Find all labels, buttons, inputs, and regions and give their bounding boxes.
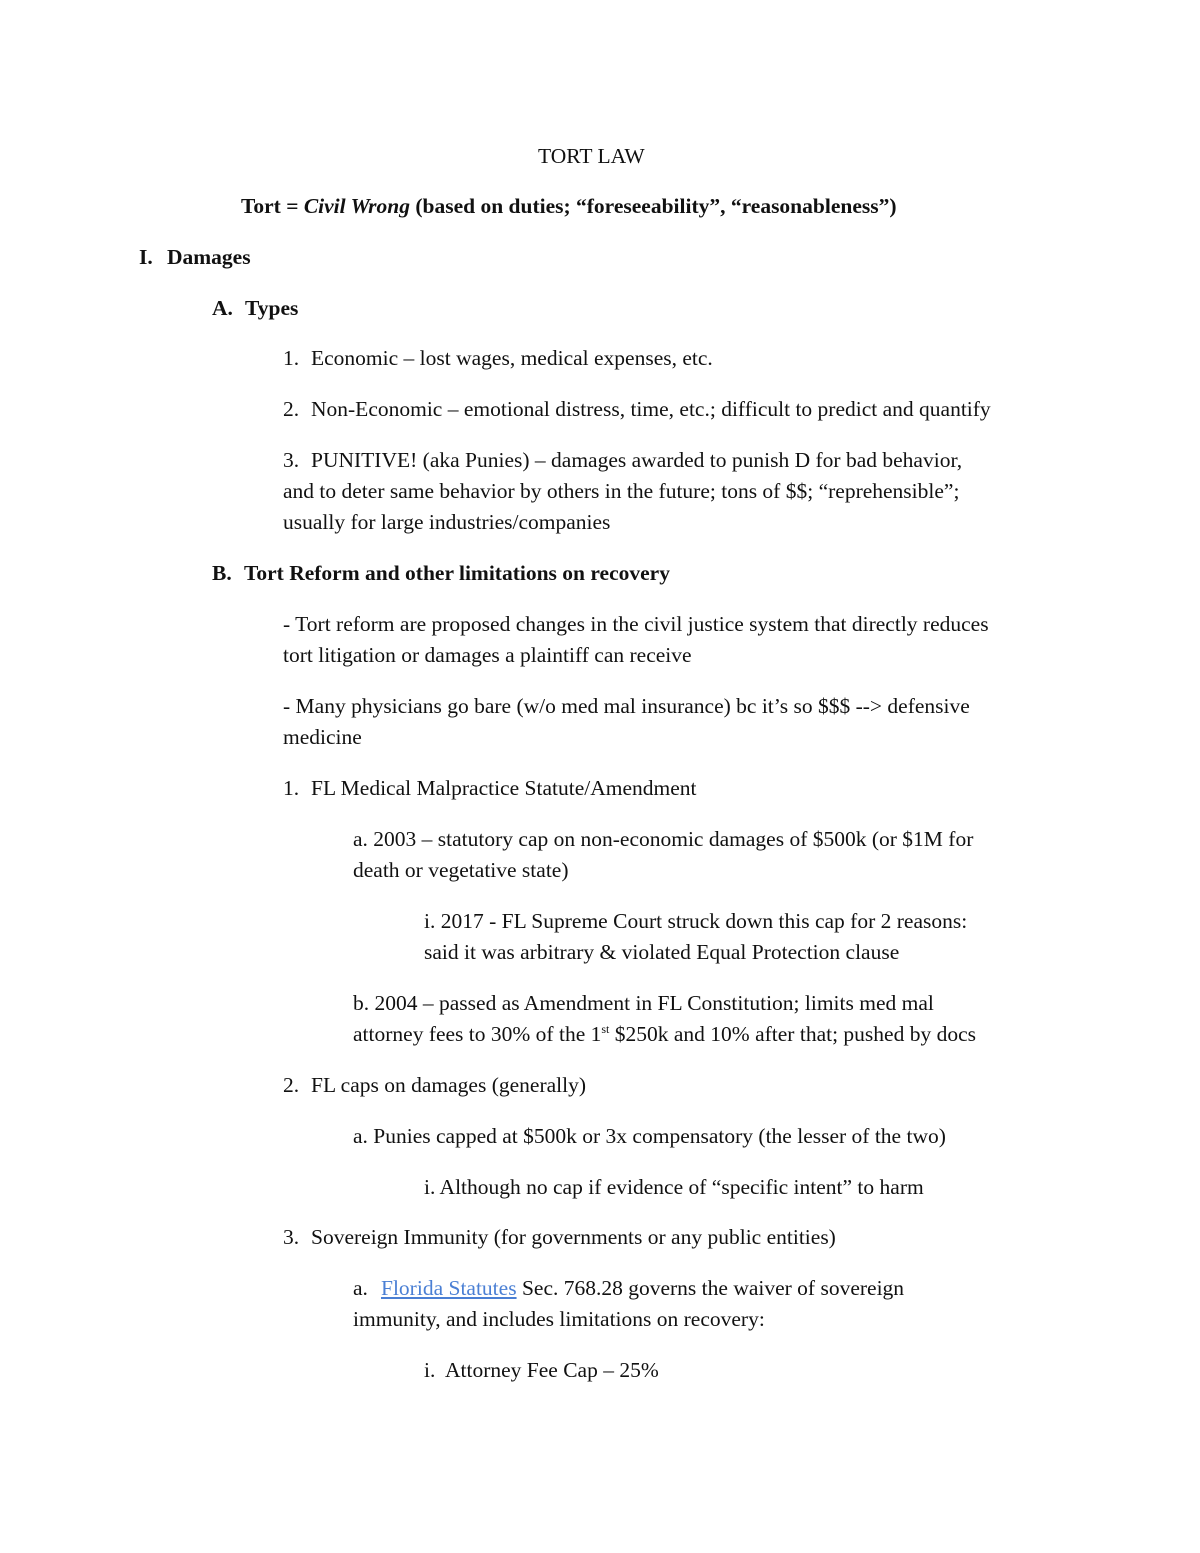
subsection-heading-types: [212, 293, 298, 324]
sub-item-text: Sec. 768.28 governs the waiver of sovereign: [516, 1276, 905, 1300]
tort-definition: [241, 191, 897, 222]
sub-sub-item-text: Attorney Fee Cap – 25%: [445, 1358, 659, 1382]
sub-item-florida-statutes-line2: immunity, and includes limitations on recovery:: [353, 1307, 765, 1331]
sub-sub-item-attorney-fee-cap: [424, 1355, 659, 1386]
sub-sub-item-numeral: i.: [424, 1358, 436, 1382]
sub-item-text: attorney fees to 30% of the 1: [353, 1022, 602, 1046]
ordinal-superscript: st: [601, 1021, 610, 1036]
definition-prefix: Tort =: [241, 194, 304, 218]
definition-term: Civil Wrong: [303, 194, 410, 218]
reform-paragraph-1-line2: tort litigation or damages a plaintiff can receive: [283, 643, 692, 667]
section-heading-damages: [139, 242, 251, 273]
sub-item-2003-line1: a. 2003 – statutory cap on non-economic damages of $500k (or $1M for: [353, 827, 974, 851]
list-item-punitive-line1: [283, 445, 962, 476]
list-item-non-economic: [283, 394, 991, 425]
list-item-fl-caps: [283, 1070, 586, 1101]
section-label: Damages: [167, 245, 251, 269]
list-number: 2.: [283, 1073, 300, 1097]
definition-suffix: (based on duties; “foreseeability”, “reasonableness”): [409, 194, 897, 218]
list-item-fl-med-mal: [283, 773, 697, 804]
document-title: TORT LAW: [538, 144, 645, 168]
subsection-label: Tort Reform and other limitations on recovery: [244, 561, 670, 585]
sub-item-florida-statutes-line1: [353, 1273, 904, 1304]
list-number: 1.: [283, 346, 300, 370]
list-item-text: Non-Economic – emotional distress, time, etc.; difficult to predict and quantify: [311, 397, 991, 421]
list-item-punitive-line3: usually for large industries/companies: [283, 510, 611, 534]
reform-paragraph-2-line2: medicine: [283, 725, 362, 749]
list-number: 3.: [283, 1225, 300, 1249]
list-number: 1.: [283, 776, 300, 800]
list-item-text: FL caps on damages (generally): [311, 1073, 587, 1097]
reform-paragraph-2-line1: - Many physicians go bare (w/o med mal insurance) bc it’s so $$$ --> defensive: [283, 694, 970, 718]
list-item-economic: [283, 343, 713, 374]
reform-paragraph-1-line1: - Tort reform are proposed changes in the civil justice system that directly reduces: [283, 612, 989, 636]
sub-item-letter: a.: [353, 1276, 368, 1300]
sub-sub-item-specific-intent: i. Although no cap if evidence of “specific intent” to harm: [424, 1175, 924, 1199]
list-item-punitive-line2: and to deter same behavior by others in the future; tons of $$; “reprehensible”;: [283, 479, 960, 503]
list-item-text: PUNITIVE! (aka Punies) – damages awarded to punish D for bad behavior,: [311, 448, 963, 472]
florida-statutes-link[interactable]: Florida Statutes: [381, 1276, 517, 1300]
subsection-letter: B.: [212, 561, 232, 585]
subsection-heading-tort-reform: [212, 558, 670, 589]
list-item-text: Economic – lost wages, medical expenses, etc.: [311, 346, 713, 370]
list-number: 3.: [283, 448, 300, 472]
list-item-sovereign-immunity: [283, 1222, 836, 1253]
sub-item-punies-cap: a. Punies capped at $500k or 3x compensatory (the lesser of the two): [353, 1124, 946, 1148]
subsection-letter: A.: [212, 296, 233, 320]
list-item-text: FL Medical Malpractice Statute/Amendment: [311, 776, 697, 800]
list-item-text: Sovereign Immunity (for governments or any public entities): [311, 1225, 836, 1249]
section-number: I.: [139, 245, 153, 269]
sub-item-2004-line2: [353, 1019, 976, 1050]
sub-item-2004-line1: b. 2004 – passed as Amendment in FL Constitution; limits med mal: [353, 991, 934, 1015]
sub-item-text: $250k and 10% after that; pushed by docs: [609, 1022, 977, 1046]
sub-item-2003-line2: death or vegetative state): [353, 858, 569, 882]
sub-sub-item-2017-line2: said it was arbitrary & violated Equal Protection clause: [424, 940, 900, 964]
list-number: 2.: [283, 397, 300, 421]
subsection-label: Types: [245, 296, 299, 320]
sub-sub-item-2017-line1: i. 2017 - FL Supreme Court struck down this cap for 2 reasons:: [424, 909, 968, 933]
